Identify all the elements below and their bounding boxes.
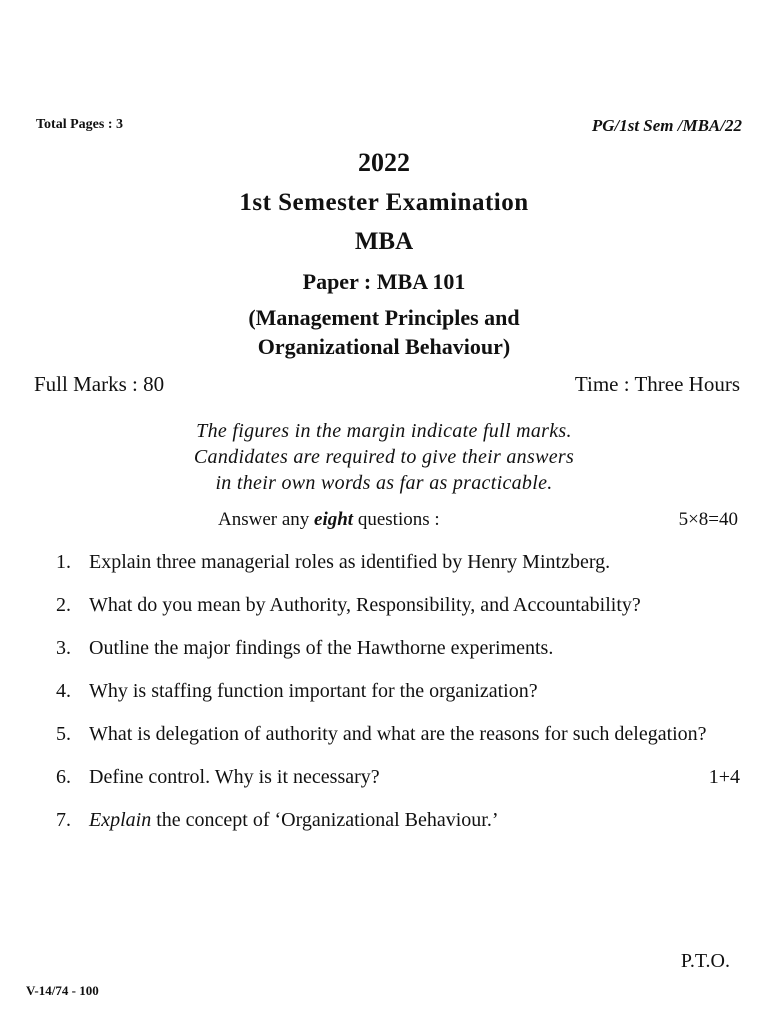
- answer-instruction: [218, 509, 738, 531]
- paper-title: Paper : MBA 101: [302, 269, 466, 294]
- instruction-line: Candidates are required to give their answers: [193, 446, 575, 468]
- exam-year: 2022: [358, 148, 410, 177]
- answer-emphasis: eight: [314, 509, 354, 530]
- footer-code: V-14/74 - 100: [26, 983, 99, 998]
- question-text: What is delegation of authority and what are the reasons for such delegation?: [89, 723, 707, 745]
- question-number: 4.: [56, 680, 71, 702]
- question-item: [46, 720, 740, 749]
- question-item: [46, 763, 740, 792]
- question-item: [46, 548, 740, 577]
- time-allowed: Time : Three Hours: [574, 372, 740, 396]
- instruction-line: in their own words as far as practicable.: [215, 472, 553, 494]
- answer-suffix: questions :: [353, 509, 440, 530]
- question-text: [89, 806, 740, 835]
- question-text: Explain three managerial roles as identified by Henry Mintzberg.: [89, 551, 611, 573]
- pto-note: P.T.O.: [680, 950, 730, 972]
- degree-title: MBA: [354, 228, 414, 255]
- full-marks: Full Marks : 80: [34, 372, 165, 396]
- question-list: [46, 548, 740, 849]
- question-marks: 1+4: [708, 766, 740, 788]
- question-rest: the concept of ‘Organizational Behaviour.’: [151, 809, 499, 831]
- paper-code: PG/1st Sem /MBA/22: [591, 116, 742, 135]
- subject-line-2: Organizational Behaviour): [257, 334, 511, 359]
- question-number: 5.: [56, 723, 71, 745]
- question-number: 7.: [56, 809, 71, 831]
- question-number: 3.: [56, 637, 71, 659]
- question-item: [46, 677, 740, 706]
- question-item: [46, 806, 740, 835]
- question-text: What do you mean by Authority, Responsibility, and Accountability?: [89, 594, 641, 616]
- marks-time-row: [34, 372, 740, 397]
- subject-line-1: (Management Principles and: [248, 305, 520, 330]
- exam-title: 1st Semester Examination: [239, 189, 529, 216]
- question-emphasis: Explain: [89, 809, 152, 831]
- question-text: Outline the major findings of the Hawthorne experiments.: [89, 637, 554, 659]
- instruction-line: The figures in the margin indicate full marks.: [196, 420, 572, 442]
- total-pages: Total Pages : 3: [36, 117, 123, 132]
- question-text: Define control. Why is it necessary?: [89, 766, 380, 788]
- question-number: 6.: [56, 766, 71, 788]
- answer-marks: 5×8=40: [678, 509, 738, 530]
- answer-prefix: Answer any: [218, 509, 315, 530]
- question-number: 1.: [56, 551, 71, 573]
- instructions: [0, 418, 768, 496]
- question-item: [46, 591, 740, 620]
- question-item: [46, 634, 740, 663]
- answer-text: [218, 509, 440, 531]
- question-text: Why is staffing function important for the organization?: [89, 680, 538, 702]
- question-number: 2.: [56, 594, 71, 616]
